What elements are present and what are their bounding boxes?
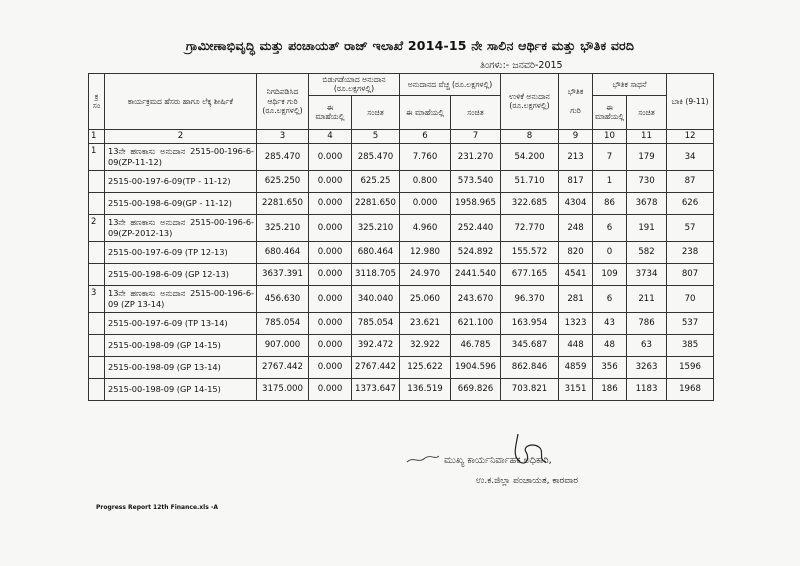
header-ach-this-month: ಈ ಮಾಹೆಯಲ್ಲಿ [593, 95, 627, 129]
progress-report-table [88, 73, 714, 401]
cell-program-name: 13ನೇ ಹಣಕಾಸು ಅನುದಾನ 2515-00-196-6-09(ZP-2012-13) [105, 214, 257, 241]
cell-released-cumulative: 340.040 [352, 285, 400, 312]
cell-achievement-this-month: 1 [593, 170, 627, 192]
cell-balance-grant: 322.685 [501, 192, 559, 214]
cell-spent-cumulative: 669.826 [451, 378, 501, 400]
col-num: 2 [105, 129, 257, 143]
cell-program-name: 2515-00-198-09 (GP 14-15) [105, 334, 257, 356]
cell-achievement-this-month: 86 [593, 192, 627, 214]
table-row [89, 263, 714, 285]
cell-balance-grant: 677.165 [501, 263, 559, 285]
cell-annual-target: 2767.442 [257, 356, 309, 378]
cell-physical-target: 213 [559, 143, 593, 170]
cell-physical-target: 1323 [559, 312, 593, 334]
cell-achievement-this-month: 6 [593, 214, 627, 241]
cell-achievement-cumulative: 3734 [627, 263, 667, 285]
cell-sl: 1 [89, 143, 105, 170]
cell-sl [89, 334, 105, 356]
cell-program-name: 13ನೇ ಹಣಕಾಸು ಅನುದಾನ 2515-00-196-6-09 (ZP 13-14) [105, 285, 257, 312]
cell-balance: 70 [667, 285, 714, 312]
signatory-title: ಮುಖ್ಯ ಕಾರ್ಯನಿರ್ವಾಹಕ ಅಧಿಕಾರಿ, [444, 455, 552, 466]
header-sl: ಕ್ರ ಸಂ [89, 74, 105, 130]
header-exp-this-month: ಈ ಮಾಹೆಯಲ್ಲಿ [400, 95, 451, 129]
cell-achievement-this-month: 43 [593, 312, 627, 334]
table-row [89, 356, 714, 378]
cell-sl: 3 [89, 285, 105, 312]
cell-released-cumulative: 392.472 [352, 334, 400, 356]
cell-spent-this-month: 136.519 [400, 378, 451, 400]
cell-achievement-cumulative: 211 [627, 285, 667, 312]
header-ach-cumulative: ಸಂಚಿತ [627, 95, 667, 129]
cell-achievement-this-month: 6 [593, 285, 627, 312]
cell-achievement-cumulative: 730 [627, 170, 667, 192]
cell-program-name: 2515-00-198-09 (GP 14-15) [105, 378, 257, 400]
header-target: ಗುರಿ [570, 106, 581, 116]
cell-spent-cumulative: 231.270 [451, 143, 501, 170]
col-num: 8 [501, 129, 559, 143]
cell-spent-cumulative: 2441.540 [451, 263, 501, 285]
cell-spent-cumulative: 1904.596 [451, 356, 501, 378]
cell-program-name: 2515-00-197-6-09 (TP 12-13) [105, 241, 257, 263]
cell-balance-grant: 155.572 [501, 241, 559, 263]
cell-spent-this-month: 24.970 [400, 263, 451, 285]
cell-spent-this-month: 12.980 [400, 241, 451, 263]
cell-sl [89, 378, 105, 400]
table-row [89, 143, 714, 170]
cell-spent-cumulative: 252.440 [451, 214, 501, 241]
cell-released-this-month: 0.000 [309, 334, 352, 356]
col-num: 11 [627, 129, 667, 143]
cell-annual-target: 285.470 [257, 143, 309, 170]
cell-balance: 626 [667, 192, 714, 214]
cell-achievement-cumulative: 63 [627, 334, 667, 356]
cell-balance: 87 [667, 170, 714, 192]
cell-physical-target: 4304 [559, 192, 593, 214]
cell-released-cumulative: 625.25 [352, 170, 400, 192]
cell-balance: 238 [667, 241, 714, 263]
cell-released-cumulative: 3118.705 [352, 263, 400, 285]
cell-achievement-cumulative: 3678 [627, 192, 667, 214]
cell-physical-target: 448 [559, 334, 593, 356]
cell-spent-this-month: 125.622 [400, 356, 451, 378]
cell-annual-target: 2281.650 [257, 192, 309, 214]
cell-achievement-cumulative: 179 [627, 143, 667, 170]
col-num: 1 [89, 129, 105, 143]
col-num: 10 [593, 129, 627, 143]
header-physical-target [559, 74, 593, 130]
header-exp-cumulative: ಸಂಚಿತ [451, 95, 501, 129]
header-balance: ಬಾಕಿ (9-11) [667, 74, 714, 130]
cell-spent-cumulative: 46.785 [451, 334, 501, 356]
cell-spent-this-month: 32.922 [400, 334, 451, 356]
cell-achievement-cumulative: 786 [627, 312, 667, 334]
col-num: 9 [559, 129, 593, 143]
table-row [89, 214, 714, 241]
cell-annual-target: 907.000 [257, 334, 309, 356]
cell-achievement-this-month: 0 [593, 241, 627, 263]
table-body [89, 143, 714, 400]
cell-balance-grant: 54.200 [501, 143, 559, 170]
cell-balance: 537 [667, 312, 714, 334]
col-num: 5 [352, 129, 400, 143]
table-row [89, 312, 714, 334]
cell-balance-grant: 703.821 [501, 378, 559, 400]
cell-spent-cumulative: 573.540 [451, 170, 501, 192]
cell-achievement-cumulative: 191 [627, 214, 667, 241]
cell-spent-this-month: 23.621 [400, 312, 451, 334]
cell-released-this-month: 0.000 [309, 192, 352, 214]
cell-balance: 57 [667, 214, 714, 241]
header-program: ಕಾರ್ಯಕ್ರಮದ ಹೆಸರು ಹಾಗೂ ಲೆಕ್ಕ ಶೀರ್ಷಿಕೆ [105, 74, 257, 130]
cell-program-name: 13ನೇ ಹಣಕಾಸು ಅನುದಾನ 2515-00-196-6-09(ZP-11-12) [105, 143, 257, 170]
header-grant-spent: ಅನುದಾನದ ವೆಚ್ಚ (ರೂ.ಲಕ್ಷಗಳಲ್ಲಿ) [400, 74, 501, 96]
cell-achievement-this-month: 7 [593, 143, 627, 170]
cell-physical-target: 4541 [559, 263, 593, 285]
header-rel-cumulative: ಸಂಚಿತ [352, 95, 400, 129]
cell-annual-target: 625.250 [257, 170, 309, 192]
cell-achievement-cumulative: 3263 [627, 356, 667, 378]
cell-sl [89, 263, 105, 285]
cell-spent-cumulative: 243.670 [451, 285, 501, 312]
cell-physical-target: 817 [559, 170, 593, 192]
cell-released-cumulative: 325.210 [352, 214, 400, 241]
footer-filename: Progress Report 12th Finance.xls -A [96, 504, 219, 511]
cell-balance: 1968 [667, 378, 714, 400]
cell-released-this-month: 0.000 [309, 285, 352, 312]
cell-balance-grant: 345.687 [501, 334, 559, 356]
cell-spent-this-month: 25.060 [400, 285, 451, 312]
cell-annual-target: 680.464 [257, 241, 309, 263]
cell-achievement-this-month: 186 [593, 378, 627, 400]
cell-sl [89, 170, 105, 192]
col-num: 4 [309, 129, 352, 143]
cell-program-name: 2515-00-198-6-09(GP - 11-12) [105, 192, 257, 214]
table-row [89, 170, 714, 192]
cell-achievement-this-month: 48 [593, 334, 627, 356]
col-num: 6 [400, 129, 451, 143]
cell-balance: 385 [667, 334, 714, 356]
cell-released-this-month: 0.000 [309, 170, 352, 192]
header-annual-target: ನಿಗದಿಪಡಿಸಿದ ಆರ್ಥಿಕ ಗುರಿ (ರೂ.ಲಕ್ಷಗಳಲ್ಲಿ) [257, 74, 309, 130]
cell-released-this-month: 0.000 [309, 214, 352, 241]
table-row [89, 241, 714, 263]
cell-physical-target: 248 [559, 214, 593, 241]
cell-released-cumulative: 2767.442 [352, 356, 400, 378]
cell-balance-grant: 72.770 [501, 214, 559, 241]
cell-achievement-this-month: 109 [593, 263, 627, 285]
cell-program-name: 2515-00-198-6-09 (GP 12-13) [105, 263, 257, 285]
table-row [89, 334, 714, 356]
table-row [89, 192, 714, 214]
cell-balance: 807 [667, 263, 714, 285]
report-title: ಗ್ರಾಮೀಣಾಭಿವೃದ್ಧಿ ಮತ್ತು ಪಂಚಾಯತ್ ರಾಜ್ ಇಲಾಖೆ 2014-15 ನೇ ಸಾಲಿನ ಆರ್ಥಿಕ ಮತ್ತು ಭೌತಿಕ ವರದಿ [185, 38, 635, 53]
cell-sl [89, 356, 105, 378]
signatory-office: ಉ.ಕ.ಜಿಲ್ಲಾ ಪಂಚಾಯತ, ಕಾರವಾರ [476, 476, 579, 486]
col-num: 12 [667, 129, 714, 143]
cell-physical-target: 281 [559, 285, 593, 312]
cell-balance-grant: 862.846 [501, 356, 559, 378]
cell-released-cumulative: 1373.647 [352, 378, 400, 400]
cell-released-this-month: 0.000 [309, 312, 352, 334]
header-physical-achievement: ಭೌತಿಕ ಸಾಧನೆ [593, 74, 667, 96]
header-balance-grant: ಉಳಿಕೆ ಅನುದಾನ (ರೂ.ಲಕ್ಷಗಳಲ್ಲಿ) [501, 74, 559, 130]
col-num: 3 [257, 129, 309, 143]
cell-released-cumulative: 285.470 [352, 143, 400, 170]
cell-annual-target: 456.630 [257, 285, 309, 312]
cell-spent-this-month: 7.760 [400, 143, 451, 170]
table-row [89, 285, 714, 312]
cell-released-this-month: 0.000 [309, 241, 352, 263]
cell-balance-grant: 51.710 [501, 170, 559, 192]
cell-released-cumulative: 680.464 [352, 241, 400, 263]
cell-annual-target: 3637.391 [257, 263, 309, 285]
cell-released-this-month: 0.000 [309, 378, 352, 400]
cell-spent-this-month: 4.960 [400, 214, 451, 241]
cell-achievement-this-month: 356 [593, 356, 627, 378]
cell-annual-target: 325.210 [257, 214, 309, 241]
header-rel-this-month: ಈ ಮಾಹೆಯಲ್ಲಿ [309, 95, 352, 129]
cell-sl [89, 312, 105, 334]
column-number-row [89, 129, 714, 143]
cell-sl [89, 192, 105, 214]
col-num: 7 [451, 129, 501, 143]
cell-balance-grant: 163.954 [501, 312, 559, 334]
cell-spent-this-month: 0.000 [400, 192, 451, 214]
table-row [89, 378, 714, 400]
header-grant-released: ಬಿಡುಗಡೆಯಾದ ಅನುದಾನ (ರೂ.ಲಕ್ಷಗಳಲ್ಲಿ) [309, 74, 400, 96]
cell-sl: 2 [89, 214, 105, 241]
cell-achievement-cumulative: 582 [627, 241, 667, 263]
cell-balance: 34 [667, 143, 714, 170]
cell-spent-this-month: 0.800 [400, 170, 451, 192]
cell-released-this-month: 0.000 [309, 356, 352, 378]
cell-released-this-month: 0.000 [309, 263, 352, 285]
cell-annual-target: 3175.000 [257, 378, 309, 400]
cell-released-this-month: 0.000 [309, 143, 352, 170]
cell-sl [89, 241, 105, 263]
cell-physical-target: 820 [559, 241, 593, 263]
cell-released-cumulative: 2281.650 [352, 192, 400, 214]
cell-spent-cumulative: 524.892 [451, 241, 501, 263]
cell-annual-target: 785.054 [257, 312, 309, 334]
cell-spent-cumulative: 621.100 [451, 312, 501, 334]
header-physical: ಭೌತಿಕ [567, 87, 584, 97]
cell-program-name: 2515-00-198-09 (GP 13-14) [105, 356, 257, 378]
cell-balance: 1596 [667, 356, 714, 378]
cell-physical-target: 3151 [559, 378, 593, 400]
cell-balance-grant: 96.370 [501, 285, 559, 312]
stamp-mark [405, 448, 441, 468]
cell-achievement-cumulative: 1183 [627, 378, 667, 400]
month-label: ತಿಂಗಳು:- ಜನವರಿ-2015 [480, 60, 563, 71]
cell-program-name: 2515-00-197-6-09 (TP 13-14) [105, 312, 257, 334]
cell-spent-cumulative: 1958.965 [451, 192, 501, 214]
cell-program-name: 2515-00-197-6-09(TP - 11-12) [105, 170, 257, 192]
cell-physical-target: 4859 [559, 356, 593, 378]
cell-released-cumulative: 785.054 [352, 312, 400, 334]
